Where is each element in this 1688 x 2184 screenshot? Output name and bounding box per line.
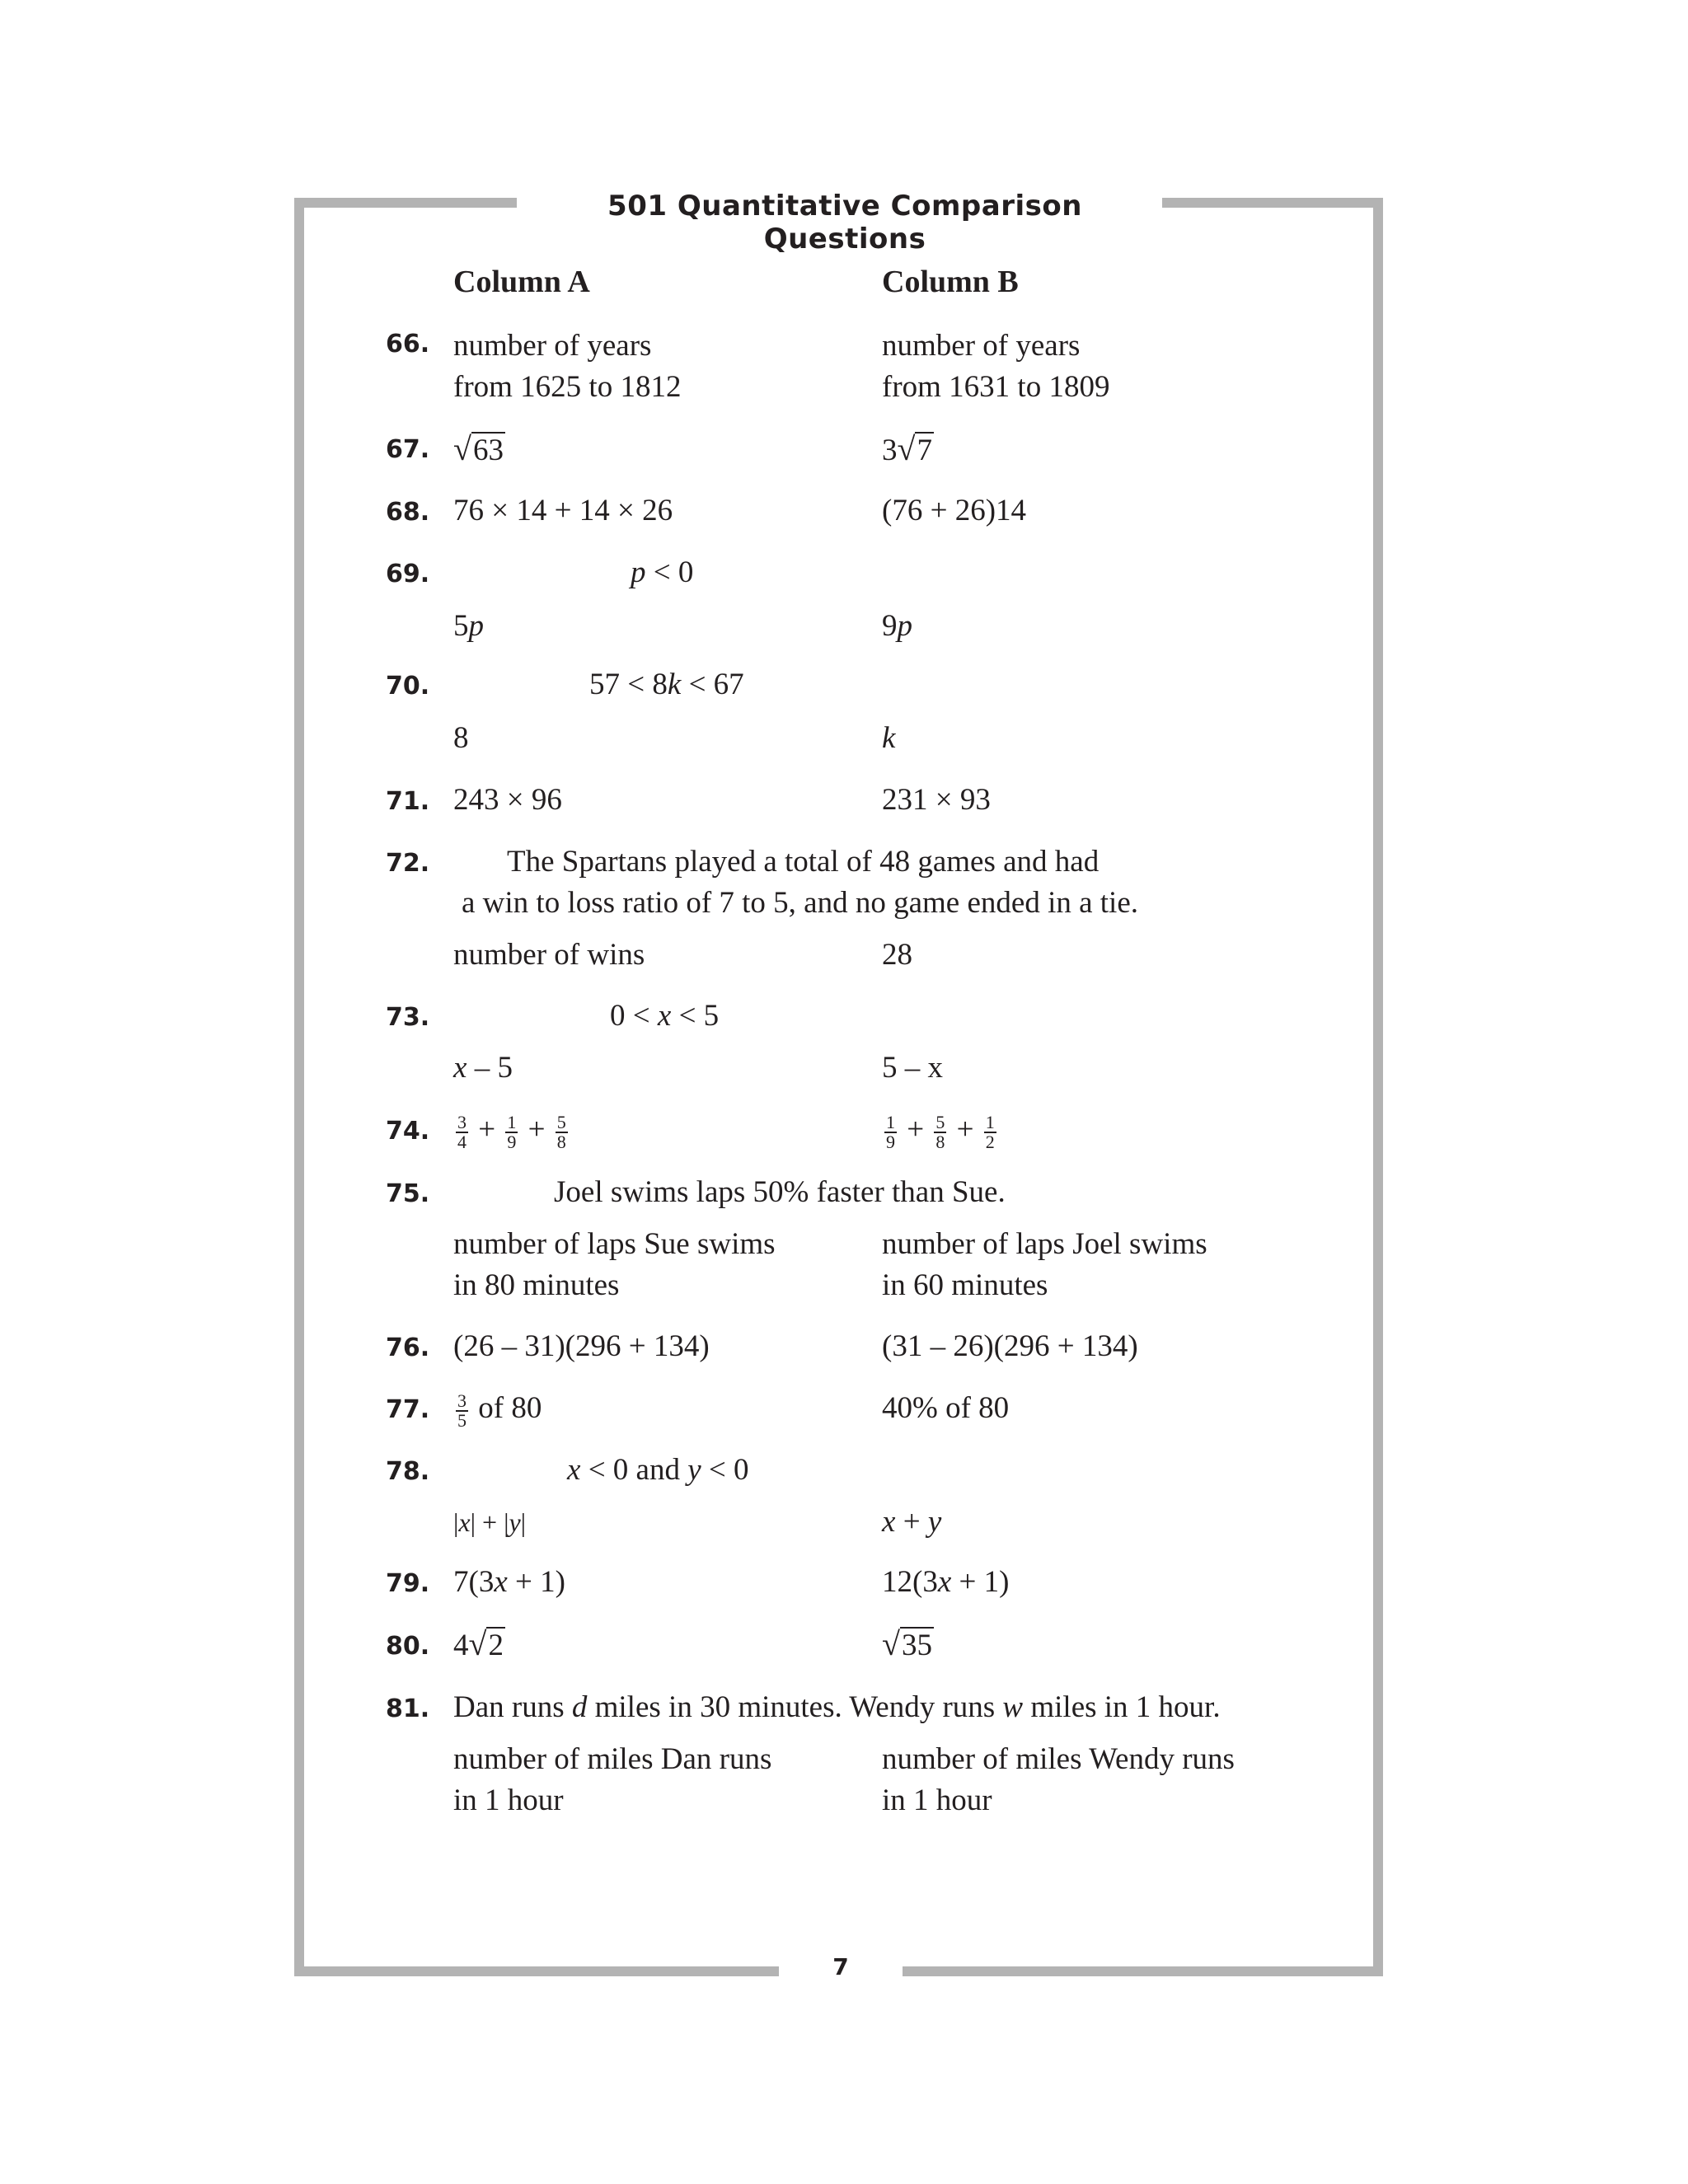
question-67-number: 67. [386, 435, 430, 464]
q66-column-b-line2: from 1631 to 1809 [882, 370, 1110, 404]
coefficient: 3 [882, 434, 898, 467]
condition-right: < 5 [671, 999, 720, 1033]
question-66-number: 66. [386, 330, 430, 359]
denominator: 9 [886, 1131, 895, 1152]
q70-given-condition [589, 664, 744, 705]
coefficient: 5 [453, 609, 469, 643]
radicand: 35 [901, 1629, 932, 1662]
q66-column-b-line1: number of years [882, 329, 1081, 363]
radicand: 7 [917, 434, 932, 467]
q69-given-condition [631, 552, 693, 593]
condition-left: 57 < 8 [589, 668, 668, 701]
q76-column-a: (26 – 31)(296 + 134) [453, 1329, 710, 1363]
variable-d: d [571, 1690, 588, 1724]
given-pre: Dan runs [453, 1690, 572, 1724]
numerator: 1 [985, 1111, 995, 1132]
q79-column-a [453, 1562, 565, 1603]
frame-top-right [1160, 198, 1383, 208]
question-75-number: 75. [386, 1179, 430, 1208]
variable: p [897, 609, 912, 643]
frame-right [1373, 198, 1383, 1976]
frame-top-left [294, 198, 517, 208]
column-b-heading: Column B [882, 265, 1019, 299]
numerator: 3 [457, 1111, 467, 1132]
q73-column-a [453, 1047, 513, 1089]
plus-sign: + [907, 1113, 925, 1146]
q72-column-a: number of wins [453, 938, 645, 972]
numerator: 5 [935, 1111, 945, 1132]
condition-text: < 0 [645, 555, 694, 589]
fraction [884, 1113, 897, 1151]
question-70-number: 70. [386, 672, 430, 701]
q80-column-a [453, 1624, 505, 1666]
q69-column-b [882, 606, 912, 647]
q66-column-a-line2: from 1625 to 1812 [453, 370, 682, 404]
q78-column-b [882, 1502, 941, 1543]
q76-column-b: (31 – 26)(296 + 134) [882, 1329, 1138, 1363]
coefficient: 9 [882, 609, 898, 643]
q80-column-b [882, 1624, 934, 1666]
q72-column-b: 28 [882, 938, 912, 972]
expression-post: + 1) [951, 1565, 1010, 1599]
q77-column-b: 40% of 80 [882, 1391, 1010, 1425]
abs-bar: | [520, 1507, 527, 1537]
fraction [984, 1113, 996, 1151]
question-69-number: 69. [386, 560, 430, 588]
q67-column-b [882, 429, 934, 471]
variable-y: y [509, 1507, 521, 1537]
denominator: 5 [457, 1409, 467, 1431]
q70-column-a: 8 [453, 721, 469, 755]
question-72-number: 72. [386, 849, 430, 878]
variable-w: w [1002, 1690, 1024, 1724]
radicand: 63 [472, 434, 504, 467]
given-post: miles in 1 hour. [1023, 1690, 1221, 1724]
fraction [456, 1392, 468, 1430]
page-header-title: 501 Quantitative Comparison Questions [528, 190, 1162, 255]
expression-rest: – 5 [467, 1051, 513, 1085]
q75-column-a-line2: in 80 minutes [453, 1268, 620, 1302]
question-71-number: 71. [386, 787, 430, 816]
condition-right: < 0 [701, 1453, 749, 1487]
abs-bar: | [453, 1507, 459, 1537]
variable: x [937, 1565, 952, 1599]
plus-sign: + [956, 1113, 974, 1146]
fraction [456, 1113, 468, 1151]
numerator: 5 [556, 1111, 566, 1132]
frame-bottom-left [294, 1966, 779, 1976]
q72-given-line1: The Spartans played a total of 48 games and had [507, 845, 1100, 879]
condition-left: 0 < [610, 999, 658, 1033]
expression-post: + 1) [507, 1565, 565, 1599]
q81-column-b-line2: in 1 hour [882, 1783, 992, 1817]
q77-column-a [453, 1388, 542, 1430]
numerator: 1 [886, 1111, 895, 1132]
q81-column-b-line1: number of miles Wendy runs [882, 1742, 1235, 1776]
numerator: 1 [507, 1111, 517, 1132]
q70-column-b [882, 718, 895, 759]
fraction [934, 1113, 946, 1151]
variable-x: x [458, 1507, 471, 1537]
given-middle: miles in 30 minutes. Wendy runs [587, 1690, 1003, 1724]
frame-bottom-right [903, 1966, 1383, 1976]
condition-middle: < 0 and [580, 1453, 688, 1487]
variable: x [453, 1051, 467, 1085]
variable-x: x [882, 1505, 896, 1539]
square-root-symbol: √35 [882, 1625, 932, 1662]
q81-given [453, 1687, 1221, 1728]
q75-column-a-line1: number of laps Sue swims [453, 1227, 776, 1261]
variable-x: x [567, 1453, 581, 1487]
q66-column-a-line1: number of years [453, 329, 652, 363]
q75-given: Joel swims laps 50% faster than Sue. [554, 1175, 1006, 1209]
expression-rest: of 80 [471, 1391, 542, 1425]
q69-column-a [453, 606, 484, 647]
denominator: 9 [507, 1131, 517, 1152]
plus-sign: + [478, 1113, 496, 1146]
variable: x [657, 999, 672, 1033]
q79-column-b [882, 1562, 1009, 1603]
expression-pre: 7(3 [453, 1565, 495, 1599]
column-a-heading: Column A [453, 265, 590, 299]
plus-sign: + [895, 1505, 928, 1539]
fraction [505, 1113, 518, 1151]
variable: p [468, 609, 484, 643]
question-81-number: 81. [386, 1694, 430, 1723]
condition-right: < 67 [681, 668, 744, 701]
denominator: 8 [556, 1131, 566, 1152]
page-number: 7 [832, 1953, 849, 1980]
square-root-symbol: √7 [897, 430, 932, 467]
plus-sign: + [528, 1113, 546, 1146]
q73-given-condition [610, 996, 719, 1037]
q81-column-a-line1: number of miles Dan runs [453, 1742, 772, 1776]
variable-y: y [927, 1505, 942, 1539]
variable: p [631, 555, 646, 589]
question-78-number: 78. [386, 1457, 430, 1486]
q78-column-a [453, 1502, 526, 1543]
q68-column-b: (76 + 26)14 [882, 494, 1027, 527]
variable: k [667, 668, 682, 701]
q75-column-b-line2: in 60 minutes [882, 1268, 1048, 1302]
q71-column-a: 243 × 96 [453, 783, 562, 817]
question-77-number: 77. [386, 1395, 430, 1424]
q71-column-b: 231 × 93 [882, 783, 991, 817]
q73-column-b: 5 – x [882, 1051, 943, 1085]
abs-middle: | + | [470, 1507, 509, 1537]
question-68-number: 68. [386, 498, 430, 527]
frame-left [294, 198, 304, 1976]
variable: x [494, 1565, 508, 1599]
denominator: 8 [935, 1131, 945, 1152]
q74-column-a [453, 1109, 570, 1151]
q67-column-a [453, 429, 505, 471]
question-74-number: 74. [386, 1117, 430, 1146]
coefficient: 4 [453, 1629, 469, 1662]
square-root-symbol: √63 [453, 430, 504, 467]
q81-column-a-line2: in 1 hour [453, 1783, 564, 1817]
q72-given-line2: a win to loss ratio of 7 to 5, and no game ended in a tie. [462, 886, 1139, 920]
question-79-number: 79. [386, 1569, 430, 1598]
q74-column-b [882, 1109, 999, 1151]
square-root-symbol: √2 [468, 1625, 504, 1662]
denominator: 4 [457, 1131, 467, 1152]
q68-column-a: 76 × 14 + 14 × 26 [453, 494, 673, 527]
question-73-number: 73. [386, 1003, 430, 1032]
fraction [556, 1113, 568, 1151]
question-76-number: 76. [386, 1333, 430, 1362]
q78-given-condition [567, 1450, 749, 1491]
variable: k [882, 721, 896, 755]
q75-column-b-line1: number of laps Joel swims [882, 1227, 1207, 1261]
denominator: 2 [985, 1131, 995, 1152]
variable-y: y [687, 1453, 701, 1487]
numerator: 3 [457, 1390, 467, 1411]
question-80-number: 80. [386, 1632, 430, 1661]
radicand: 2 [488, 1629, 504, 1662]
expression-pre: 12(3 [882, 1565, 938, 1599]
